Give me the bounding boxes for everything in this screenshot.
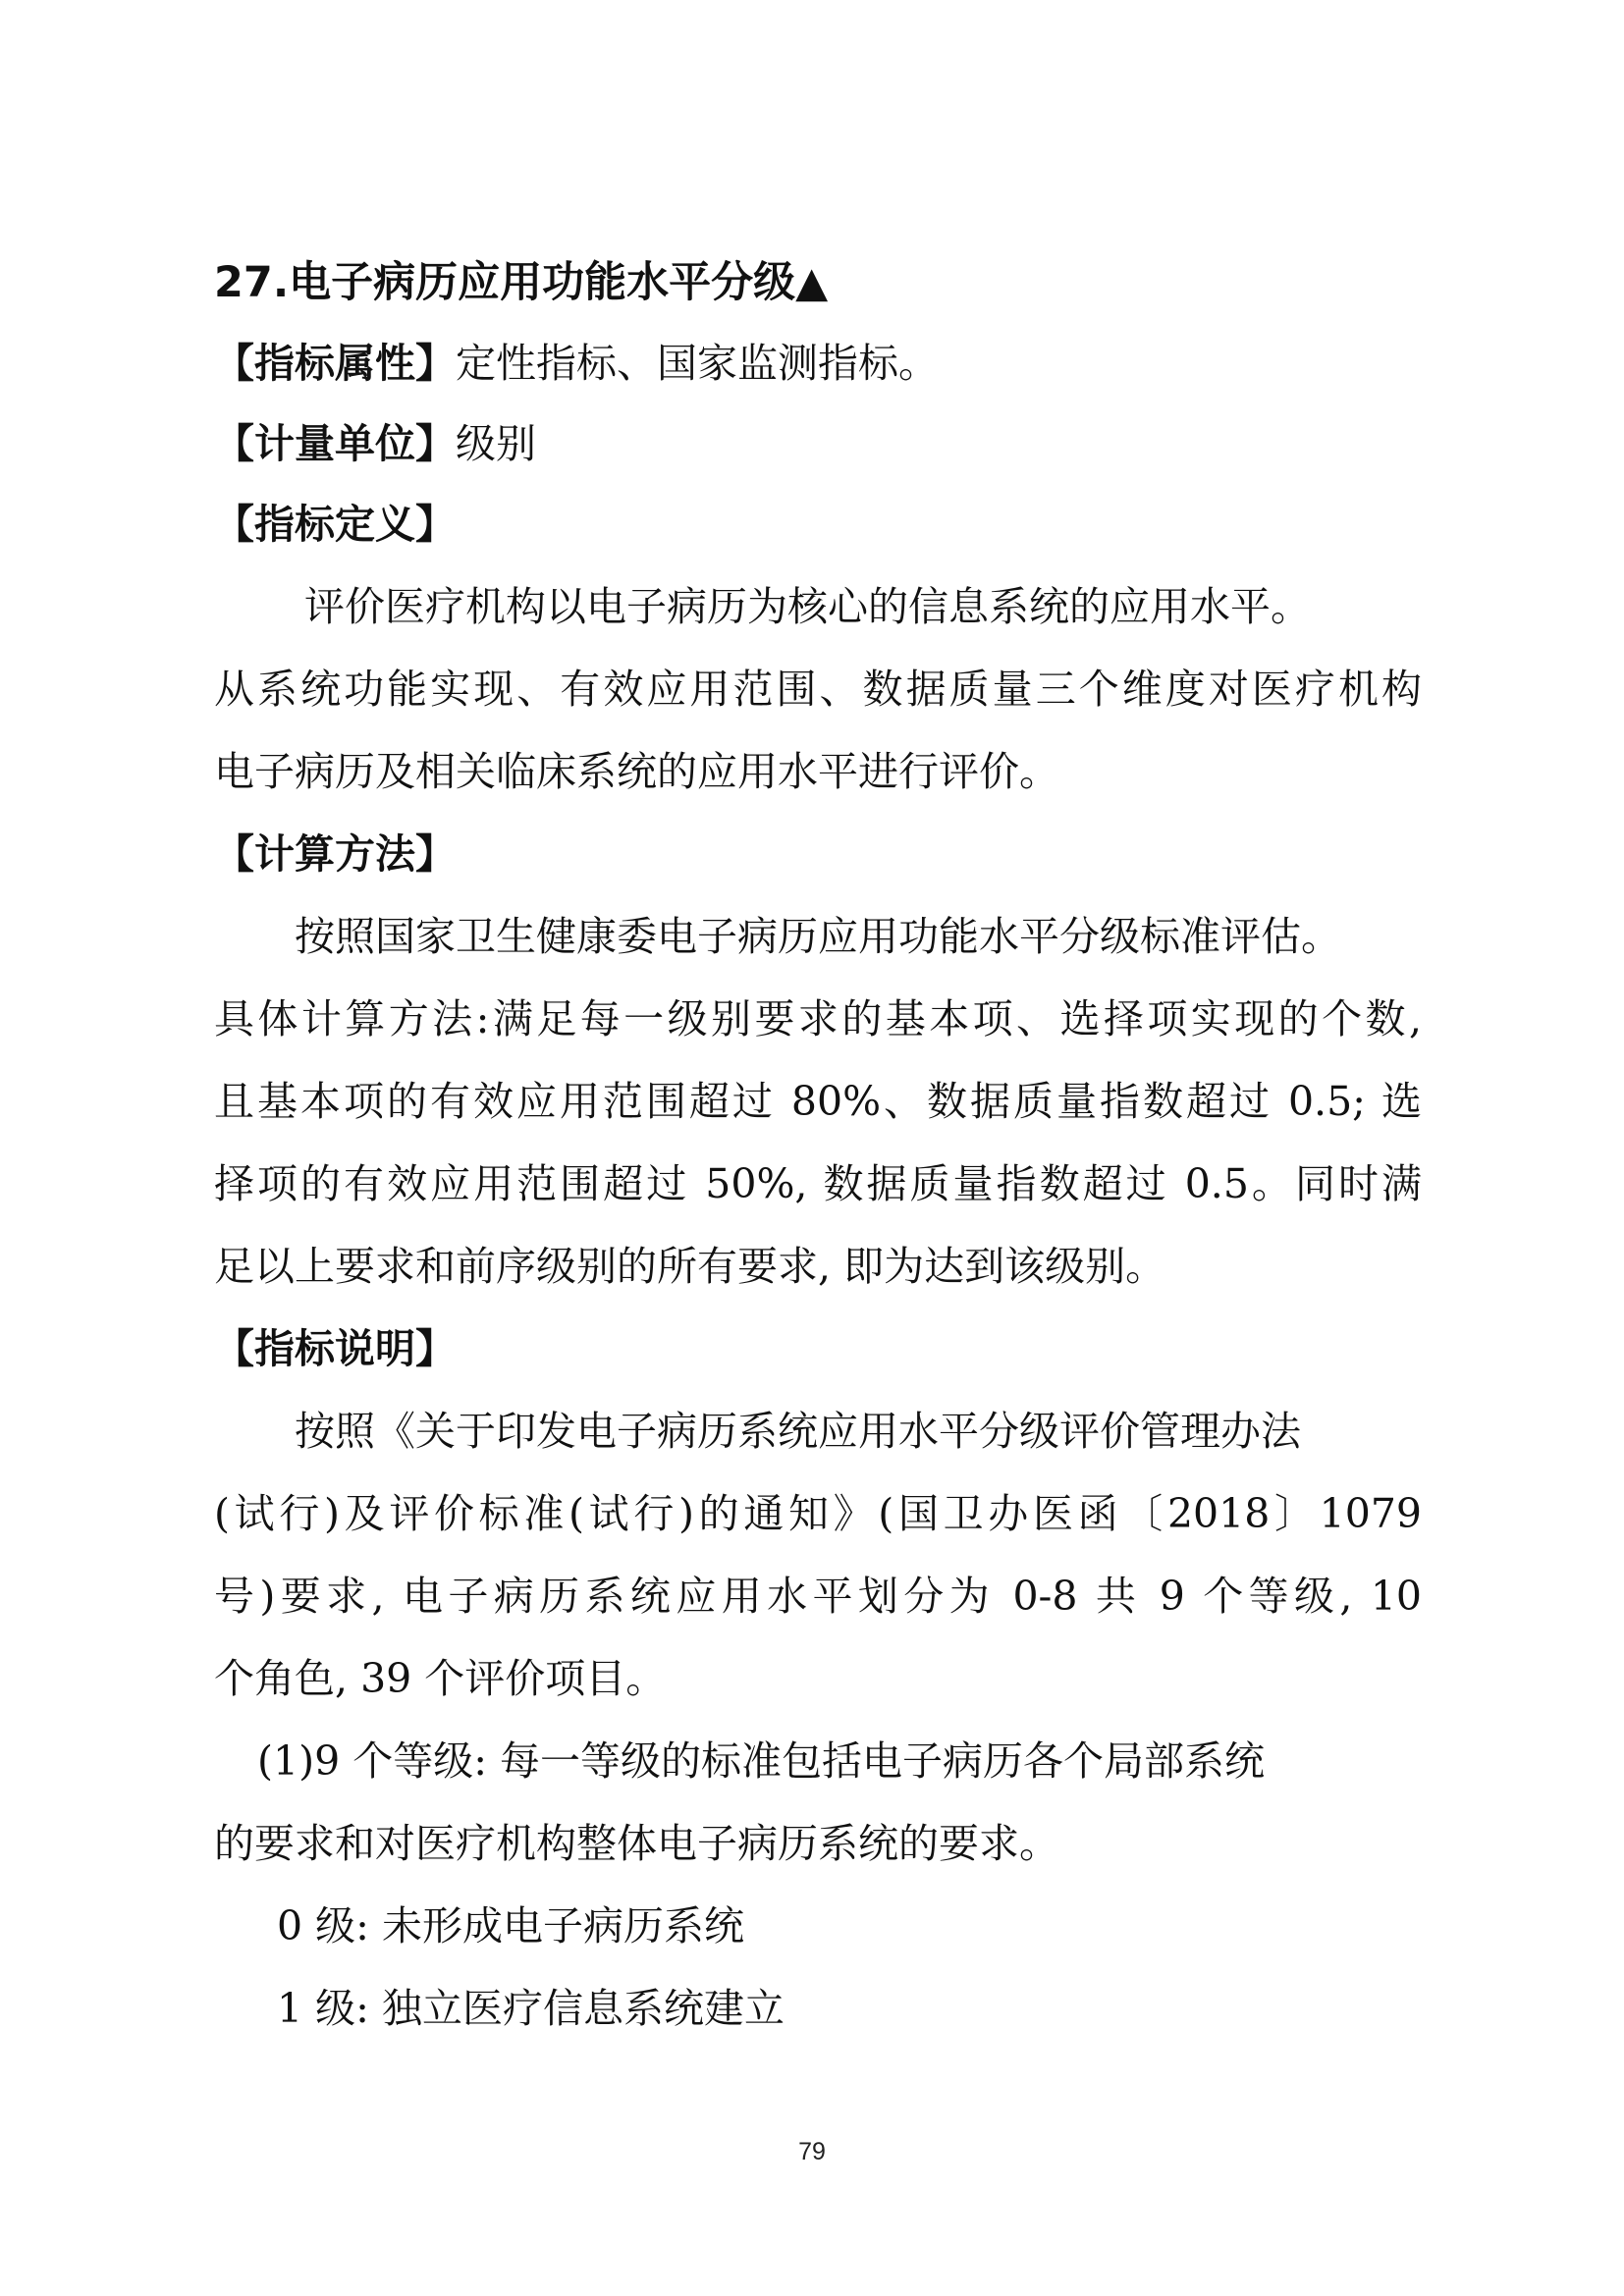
description-line: 号)要求, 电子病历系统应用水平划分为 0-8 共 9 个等级, 10 [214,1573,1422,1620]
method-line: 择项的有效应用范围超过 50%, 数据质量指数超过 0.5。同时满 [214,1160,1422,1207]
attribute-value: 定性指标、国家监测指标。 [456,340,939,387]
unit-row [214,414,1422,473]
definition-line: 电子病历及相关临床系统的应用水平进行评价。 [214,748,1059,795]
unit-value: 级别 [456,420,536,467]
section-title: 27.电子病历应用功能水平分级▲ [214,258,829,307]
definition-line: 评价医疗机构以电子病历为核心的信息系统的应用水平。 [304,583,1311,630]
method-line: 且基本项的有效应用范围超过 80%、数据质量指数超过 0.5; 选 [214,1078,1422,1125]
description-line: 的要求和对医疗机构整体电子病历系统的要求。 [214,1820,1059,1867]
description-label: 【指标说明】 [214,1325,456,1372]
description-line: 个角色, 39 个评价项目。 [214,1655,667,1702]
method-line: 按照国家卫生健康委电子病历应用功能水平分级标准评估。 [295,913,1341,960]
method-line: 具体计算方法:满足每一级别要求的基本项、选择项实现的个数, [214,995,1422,1042]
method-label: 【计算方法】 [214,830,456,878]
definition-line: 从系统功能实现、有效应用范围、数据质量三个维度对医疗机构 [214,666,1422,713]
unit-label: 【计量单位】 [214,420,456,467]
description-line: (1)9 个等级: 每一等级的标准包括电子病历各个局部系统 [257,1737,1266,1785]
description-line: 按照《关于印发电子病历系统应用水平分级评价管理办法 [295,1408,1301,1455]
page-number: 79 [798,2138,826,2165]
definition-label: 【指标定义】 [214,501,456,548]
attribute-row [214,334,1422,393]
method-line: 足以上要求和前序级别的所有要求, 即为达到该级别。 [214,1243,1166,1290]
level-item: 0 级: 未形成电子病历系统 [277,1902,744,1949]
level-item: 1 级: 独立医疗信息系统建立 [277,1985,785,2032]
attribute-label: 【指标属性】 [214,340,456,387]
description-line: (试行)及评价标准(试行)的通知》(国卫办医函〔2018〕1079 [214,1490,1422,1537]
